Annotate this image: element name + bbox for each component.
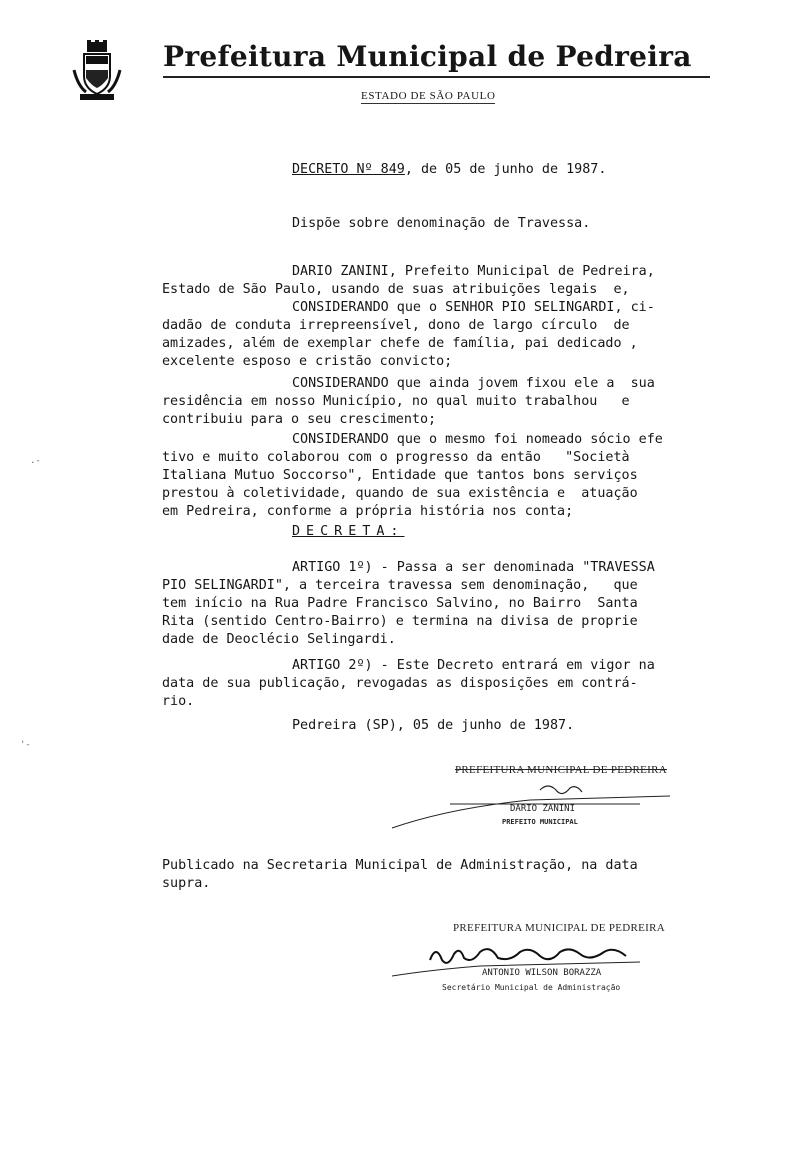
article2-line: rio. — [162, 694, 195, 709]
mayor-name: DARIO ZANINI — [510, 804, 576, 814]
body-line: excelente esposo e cristão convicto; — [162, 354, 453, 369]
body-line: amizades, além de exemplar chefe de família, pai dedicado , — [162, 336, 638, 351]
article1-line: PIO SELINGARDI", a terceira travessa sem denominação, que — [162, 578, 638, 593]
coat-of-arms-icon — [72, 40, 122, 102]
body-line: em Pedreira, conforme a própria história nos conta; — [162, 504, 574, 519]
body-line: DARIO ZANINI, Prefeito Municipal de Pedreira, — [292, 264, 655, 279]
article1-line: ARTIGO 1º) - Passa a ser denominada "TRAVESSA — [292, 560, 655, 575]
article2-line: ARTIGO 2º) - Este Decreto entrará em vigor na — [292, 658, 655, 673]
mayor-title: PREFEITO MUNICIPAL — [502, 818, 578, 826]
body-line: prestou à coletividade, quando de sua existência e atuação — [162, 486, 638, 501]
decree-date: , de 05 de junho de 1987. — [404, 162, 607, 177]
decreta-heading: DECRETA: — [292, 524, 405, 539]
publication-line: Publicado na Secretaria Municipal de Administração, na data — [162, 858, 638, 873]
body-line: dadão de conduta irrepreensível, dono de largo círculo de — [162, 318, 630, 333]
header-divider — [163, 76, 710, 78]
secretary-stamp: PREFEITURA MUNICIPAL DE PEDREIRA — [453, 922, 665, 934]
mayor-stamp: PREFEITURA MUNICIPAL DE PEDREIRA — [455, 764, 667, 776]
decree-subject: Dispõe sobre denominação de Travessa. — [292, 216, 591, 231]
article1-line: Rita (sentido Centro-Bairro) e termina na divisa de proprie — [162, 614, 638, 629]
body-line: Estado de São Paulo, usando de suas atribuições legais e, — [162, 282, 630, 297]
body-line: Italiana Mutuo Soccorso", Entidade que tantos bons serviços — [162, 468, 638, 483]
body-line: residência em nosso Município, no qual muito trabalhou e — [162, 394, 630, 409]
header-state: ESTADO DE SÃO PAULO — [361, 90, 496, 102]
publication-line: supra. — [162, 876, 211, 891]
secretary-title: Secretário Municipal de Administração — [442, 983, 621, 992]
article1-line: dade de Deoclécio Selingardi. — [162, 632, 396, 647]
secretary-name: ANTONIO WILSON BORAZZA — [482, 968, 602, 978]
place-date: Pedreira (SP), 05 de junho de 1987. — [292, 718, 575, 733]
scan-mark: '- — [20, 740, 31, 750]
article1-line: tem início na Rua Padre Francisco Salvino, no Bairro Santa — [162, 596, 638, 611]
scan-mark: .- — [30, 456, 41, 466]
decree-heading — [292, 160, 606, 179]
header-title: Prefeitura Municipal de Pedreira — [163, 40, 692, 73]
body-line: contribuiu para o seu crescimento; — [162, 412, 437, 427]
body-line: CONSIDERANDO que ainda jovem fixou ele a sua — [292, 376, 655, 391]
body-line: tivo e muito colaborou com o progresso da então "Società — [162, 450, 630, 465]
body-line: CONSIDERANDO que o SENHOR PIO SELINGARDI, ci- — [292, 300, 655, 315]
decree-number: DECRETO Nº 849 — [292, 162, 405, 177]
article2-line: data de sua publicação, revogadas as disposições em contrá- — [162, 676, 638, 691]
body-line: CONSIDERANDO que o mesmo foi nomeado sócio efe — [292, 432, 663, 447]
